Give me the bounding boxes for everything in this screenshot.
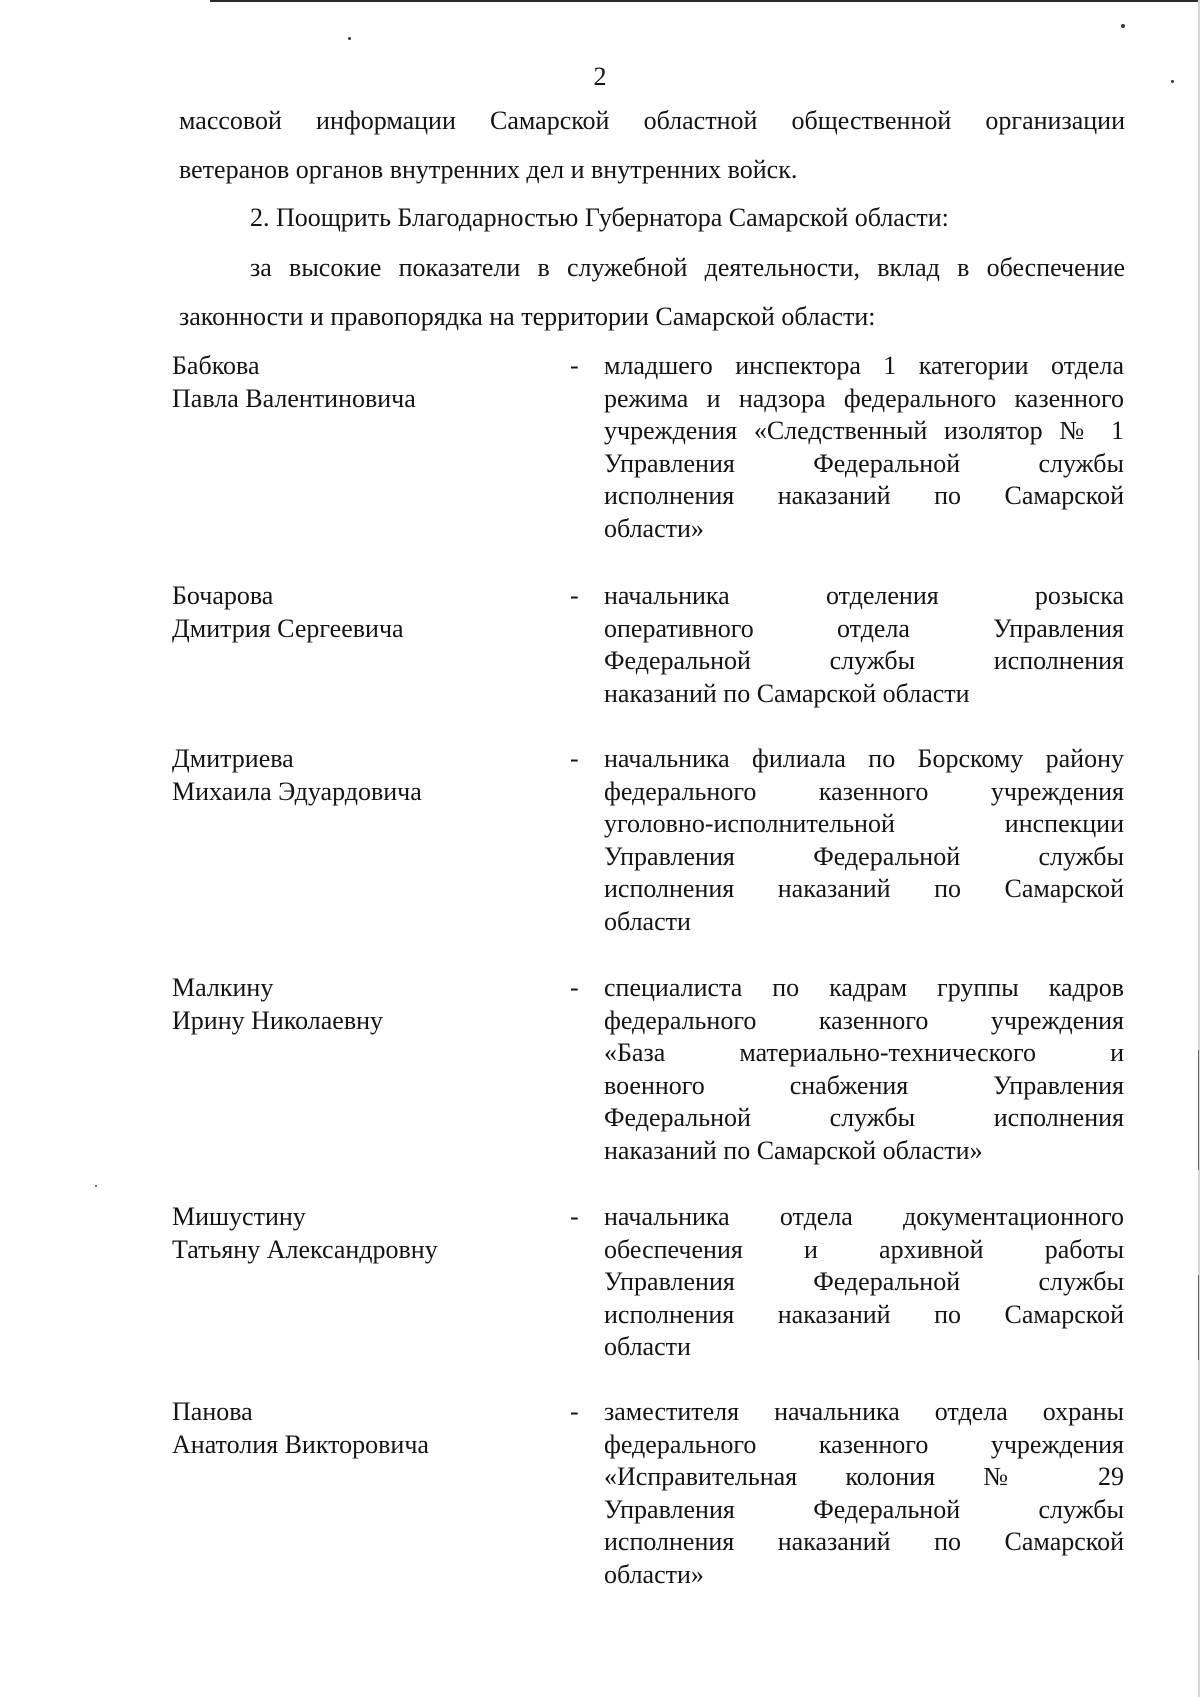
awardee-given-names: Ирину Николаевну: [172, 1005, 384, 1035]
position-line: младшего инспектора 1 категории отдела: [604, 351, 1124, 380]
awardee-name: [172, 580, 572, 645]
awardee-position: [604, 1201, 1124, 1364]
clause-heading: 2. Поощрить Благодарностью Губернатора Самарской области:: [250, 203, 949, 232]
awardee-position: [604, 743, 1124, 938]
awardee-position: [604, 350, 1124, 545]
position-line: оперативного отдела Управления: [604, 613, 1124, 643]
position-line: обеспечения и архивной работы: [604, 1234, 1124, 1264]
position-line: заместителя начальника отдела охраны: [604, 1397, 1124, 1426]
position-line: специалиста по кадрам группы кадров: [604, 973, 1124, 1002]
awardee-surname: Панова: [172, 1397, 253, 1426]
position-line: уголовно-исполнительной инспекции: [604, 809, 1124, 838]
scan-speck: [1121, 24, 1125, 28]
scan-speck: [348, 37, 351, 40]
position-line: начальника отдела документационного: [604, 1202, 1124, 1231]
awardee-surname: Мишустину: [172, 1202, 306, 1231]
position-line: Федеральной службы исполнения: [604, 646, 1124, 675]
position-line: Управления Федеральной службы: [604, 448, 1124, 478]
entry-dash: -: [570, 1397, 579, 1426]
position-line: области»: [604, 513, 704, 543]
scan-margin-mark: [1198, 1050, 1199, 1170]
awardee-surname: Дмитриева: [172, 744, 294, 773]
position-line: начальника филиала по Борскому району: [604, 744, 1124, 773]
awardee-position: [604, 1396, 1124, 1591]
position-line: начальника отделения розыска: [604, 581, 1124, 610]
position-line: Управления Федеральной службы: [604, 841, 1124, 871]
position-line: исполнения наказаний по Самарской: [604, 874, 1124, 903]
position-line: военного снабжения Управления: [604, 1070, 1124, 1100]
position-line: наказаний по Самарской области»: [604, 1135, 983, 1165]
awardee-name: [172, 743, 572, 808]
position-line: федерального казенного учреждения: [604, 1005, 1124, 1035]
position-line: Управления Федеральной службы: [604, 1267, 1124, 1296]
position-line: области»: [604, 1559, 704, 1589]
position-line: исполнения наказаний по Самарской: [604, 1299, 1124, 1329]
reason-line: законности и правопорядка на территории Самарской области:: [179, 302, 876, 331]
awardee-surname: Бабкова: [172, 351, 260, 380]
awardee-surname: Бочарова: [172, 581, 274, 610]
position-line: области: [604, 906, 691, 936]
awardee-surname: Малкину: [172, 973, 274, 1002]
position-line: наказаний по Самарской области: [604, 678, 970, 708]
entry-dash: -: [570, 744, 579, 773]
entry-dash: -: [570, 973, 579, 1002]
position-line: области: [604, 1332, 691, 1361]
entry-dash: -: [570, 351, 579, 380]
awardee-given-names: Павла Валентиновича: [172, 383, 416, 413]
awardee-name: [172, 1201, 572, 1266]
position-line: режима и надзора федерального казенного: [604, 383, 1124, 413]
entry-dash: -: [570, 581, 579, 610]
awardee-given-names: Анатолия Викторовича: [172, 1429, 429, 1459]
awardee-name: [172, 350, 572, 415]
position-line: исполнения наказаний по Самарской: [604, 1527, 1124, 1556]
scan-edge-line: [210, 0, 1200, 2]
position-line: федерального казенного учреждения: [604, 1429, 1124, 1459]
intro-line: ветеранов органов внутренних дел и внутренних войск.: [179, 155, 798, 184]
position-line: Федеральной службы исполнения: [604, 1103, 1124, 1132]
awardee-given-names: Татьяну Александровну: [172, 1234, 438, 1264]
awardee-given-names: Дмитрия Сергеевича: [172, 613, 404, 643]
position-line: исполнения наказаний по Самарской: [604, 481, 1124, 510]
position-line: «Исправительная колония № 29: [604, 1462, 1124, 1491]
awardee-name: [172, 1396, 572, 1461]
scan-margin-mark: [1198, 1275, 1199, 1360]
reason-line: за высокие показатели в служебной деятельности, вклад в обеспечение: [250, 253, 1125, 282]
position-line: Управления Федеральной службы: [604, 1494, 1124, 1524]
awardee-position: [604, 972, 1124, 1167]
entry-dash: -: [570, 1202, 579, 1231]
awardee-position: [604, 580, 1124, 710]
page-number: 2: [593, 62, 607, 91]
intro-line: массовой информации Самарской областной общественной организации: [179, 106, 1125, 135]
position-line: федерального казенного учреждения: [604, 776, 1124, 806]
scan-speck: [95, 1185, 97, 1187]
position-line: учреждения «Следственный изолятор № 1: [604, 416, 1124, 445]
awardee-given-names: Михаила Эдуардовича: [172, 776, 422, 806]
awardee-name: [172, 972, 572, 1037]
position-line: «База материально-технического и: [604, 1038, 1124, 1067]
